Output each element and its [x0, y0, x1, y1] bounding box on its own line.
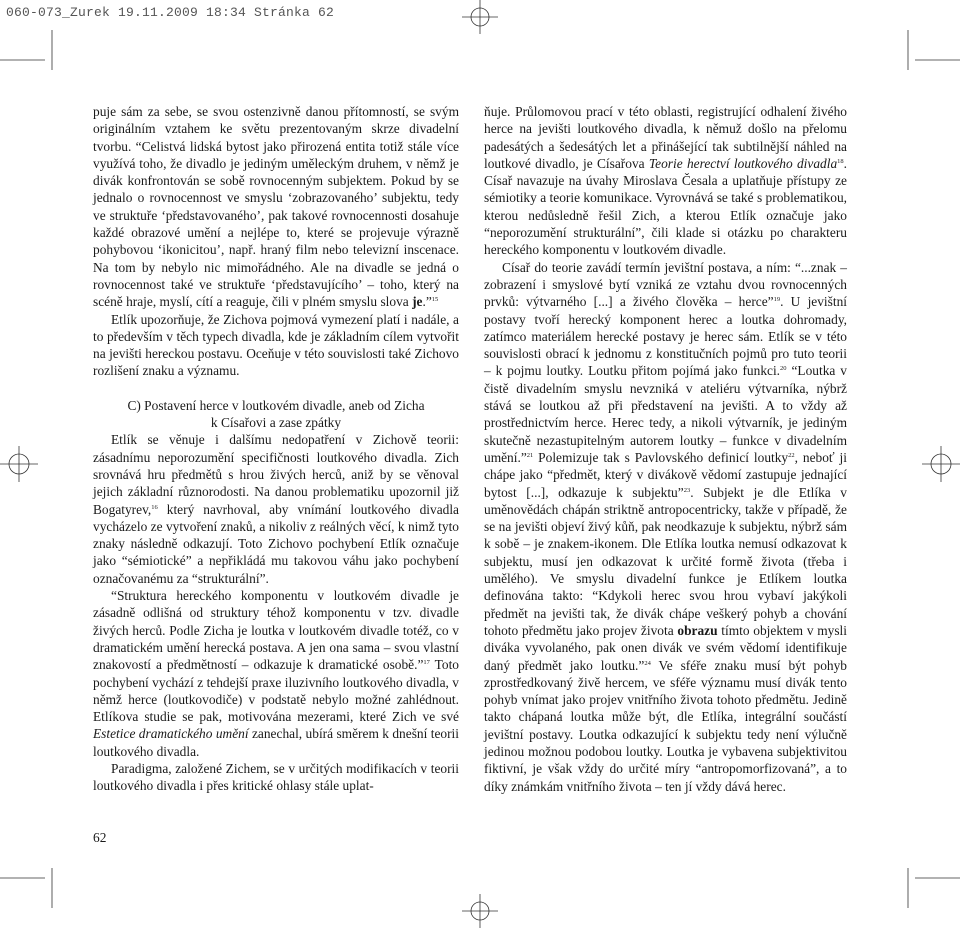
- footnote-ref: 17: [423, 659, 430, 667]
- crop-mark-bottom-left: [0, 868, 60, 928]
- footnote-ref: 23: [683, 486, 691, 494]
- emphasis-text: obrazu: [677, 622, 718, 638]
- book-title: Estetice dramatického umění: [93, 726, 249, 742]
- paragraph-text: Polemizuje tak s Pavlovského definicí loutky: [533, 449, 789, 465]
- paragraph-text: . Císař navazuje na úvahy Miroslava Česala a uplatňuje přístupy ze sémiotiky a teorie komunikace. Vyrovnává se také s problematikou, kterou nedůsledně řešil Zich, a kterou Etlík označuje jako “neporozumění strukturální”, čili klade si otázku po charakteru hereckého komponentu v loutkovém divadle.: [484, 155, 848, 258]
- print-slug-line: 060-073_Zurek 19.11.2009 18:34 Stránka 62: [6, 5, 335, 20]
- section-heading: [93, 397, 459, 432]
- paragraph-text: tímto objektem v mysli diváka vyvolaného, pak onen divák ve svém vědomí identifikuje daný předmět jako loutku.”: [484, 622, 847, 673]
- registration-mark-left: [0, 446, 38, 482]
- registration-mark-right: [922, 446, 960, 482]
- footnote-ref: 21: [526, 451, 534, 459]
- paragraph: [484, 103, 847, 259]
- paragraph-text: . Subjekt je dle Etlíka v uměnovědách chápán striktně antropocentricky, takže v případě, že se na jevišti objeví živý kůň, pak neodkazuje k subjektu, nýbrž sám k sobě – je znakem-ikonem. Dle Etlíka loutka nemusí odkazovat k subjektu, musí jen odkazovat k určité formě života (třeba i umělého). Ve smyslu divadelní funkce je Etlíkem loutka definována takto: “Kdykoli herec svou hrou vybaví jakýkoli předmět na jevišti tak, že divák chápe veškerý pohyb a chování tohoto předmětu jako projev života: [484, 484, 847, 638]
- footnote-ref: 24: [644, 659, 651, 667]
- footnote-ref: 18: [837, 157, 844, 165]
- paragraph-text: “Struktura hereckého komponentu v loutkovém divadle je zásadně odlišná od struktury téhož komponentu v tzv. divadle živých herců. Podle Zicha je loutka v loutkovém divadle totéž, co v dramatickém umění herecká postava. A jen ona sama – svou vlastní znakovostí a předmětností – odkazuje k dramatické osobě.”: [93, 588, 459, 673]
- section-heading-line: k Císařovi a zase zpátky: [210, 415, 342, 431]
- footnote-ref: 22: [788, 451, 795, 459]
- paragraph: [93, 103, 459, 311]
- paragraph-text: .”: [422, 294, 432, 310]
- paragraph-text: , neboť ji chápe jako “předmět, který v divákově vědomí zastupuje jednající bytost [...], odkazuje k subjektu”: [484, 449, 847, 500]
- footnote-ref: 15: [431, 296, 439, 304]
- paragraph-text: Toto pochybení vychází z tehdejší praxe iluzivního loutkového divadla, v němž herce (loutkovodiče) v podstatě nebylo možné zahlédnout. Etlíkova studie se pak, motivována mezerami, které Zich ve své: [93, 657, 459, 725]
- page-number: 62: [93, 830, 107, 845]
- registration-mark-top: [462, 0, 498, 34]
- paragraph-text: . U jevištní postavy tvoří herecký komponent herec a loutka dohromady, zatímco materiálem herecké postavy je herec sám. Etlík se v této souvislosti obrací k jednomu z konstitučních pojmů pro tuto teorii – k pojmu loutky. Loutku přitom pojímá jako funkci.: [484, 294, 847, 379]
- paragraph: [93, 431, 459, 587]
- footnote-ref: 20: [780, 365, 787, 373]
- book-title: Teorie herectví loutkového divadla: [648, 155, 838, 171]
- paragraph-text: puje sám za sebe, se svou ostenzivně danou přítomností, se svým originálním vztahem ke světu prezentovaným skrze divadelní tvorbu. “Celistvá lidská bytost jako přirozená entita totiž stále více využívá toho, že divadlo je jediným uměleckým druhem, v němž je divák konfrontován se sobě rovnocenným subjektem. Pokud by se jednalo o rovnocennost ve smyslu ‘zobrazovaného’ subjektu, tedy ve struktuře ‘představovaného’, pak takové rovnocennosti dosahuje každé obrazové umění a nejlépe to, které se projevuje výrazně pohybovou ‘ikonicitou’, např. hraný film nebo televizní inscenace. Na tom by nebylo nic mimořádného. Ale na divadle se jedná o rovnocennost také ve struktuře ‘představujícího’ – toho, který na scéně hraje, myslí, cítí a reaguje, čili v plném smyslu slova: [93, 104, 459, 310]
- paragraph: Etlík upozorňuje, že Zichova pojmová vymezení platí i nadále, a to především v těch typech divadla, kde je základním cílem vytvořit na jevišti hereckou postavu. Oceňuje v této souvislosti také Zichovo rozlišení znaku a významu.: [93, 311, 459, 379]
- footnote-ref: 16: [151, 503, 158, 511]
- paragraph-text: Ve sféře znaku musí být pohyb zprostředkovaný živě hercem, ve sféře významu musí divák tento pohyb vnímat jako projev vnitřního života tohoto předmětu. Jedině takto chápaná loutka může být, dle Etlíka, integrální součástí jevištní postavy. Loutka odkazující k subjektu tedy není výlučně jedinou možnou podobou loutky. Loutka je vybavena subjektivitou fiktivní, je však vždy do určité míry “antropomorfizovaná”, a to díky známkám vnitřního života – ten jí vždy dává herec.: [484, 657, 847, 794]
- paragraph-text: který navrhoval, aby vnímání loutkového divadla vycházelo ze vytvoření znaků, a nikoliv z reálných věcí, k nimž tyto znaky následně odkazují. Toto Zichovo pochybení Etlík označuje jako “sémiotické” a nepřikládá mu takovou váhu jako pochybení označovanému za “strukturální”.: [93, 501, 459, 586]
- crop-mark-top-right: [900, 0, 960, 70]
- paragraph-text: zanechal, ubírá směrem k dnešní teorii loutkového divadla.: [93, 726, 459, 759]
- left-text-column: [93, 103, 459, 795]
- crop-mark-top-left: [0, 0, 60, 70]
- paragraph-text: Císař do teorie zavádí termín jevištní postava, a ním: “...znak – zobrazení i smyslové bytí vzniká ze vztahu dvou rovnocenných prvků: výtvarného [...] a živého člověka – herce”: [484, 259, 847, 310]
- paragraph-text: “Loutka v čistě divadelním smyslu nevzniká v ateliéru výtvarníka, nýbrž stává se loutkou až při představení na jevišti. A to vždy až prostřednictvím herce. Herec tedy, a nikoli výtvarník, je jediným skutečně nezastupitelným autorem loutky – funkce v divadelním umění.”: [484, 363, 847, 465]
- paragraph: Paradigma, založené Zichem, se v určitých modifikacích v teorii loutkového divadla i přes kritické ohlasy stále uplat-: [93, 760, 459, 794]
- registration-mark-bottom: [462, 894, 498, 928]
- section-heading-line: C) Postavení herce v loutkovém divadle, aneb od Zicha: [127, 397, 425, 413]
- paragraph: [484, 259, 847, 795]
- paragraph-text: ňuje. Průlomovou prací v této oblasti, registrující odhalení živého herce na jevišti loutkového divadla, k němuž došlo na přelomu padesátých a šedesátých let a přinášející tak subtilnější náhled na loutkové divadlo, je Císařova: [484, 104, 847, 171]
- emphasis-text: je: [412, 294, 423, 310]
- paragraph: [93, 587, 459, 760]
- paragraph-text: Etlík se věnuje i dalšímu nedopatření v Zichově teorii: zásadnímu neporozumění specifičnosti loutkového divadla. Zich srovnává hru předmětů s hrou živých herců, aniž by se věnoval jejich základní různorodosti. Na danou problematiku upozornil již Bogatyrev,: [93, 432, 459, 517]
- crop-mark-bottom-right: [900, 868, 960, 928]
- footnote-ref: 19: [773, 296, 781, 304]
- right-text-column: [484, 103, 847, 795]
